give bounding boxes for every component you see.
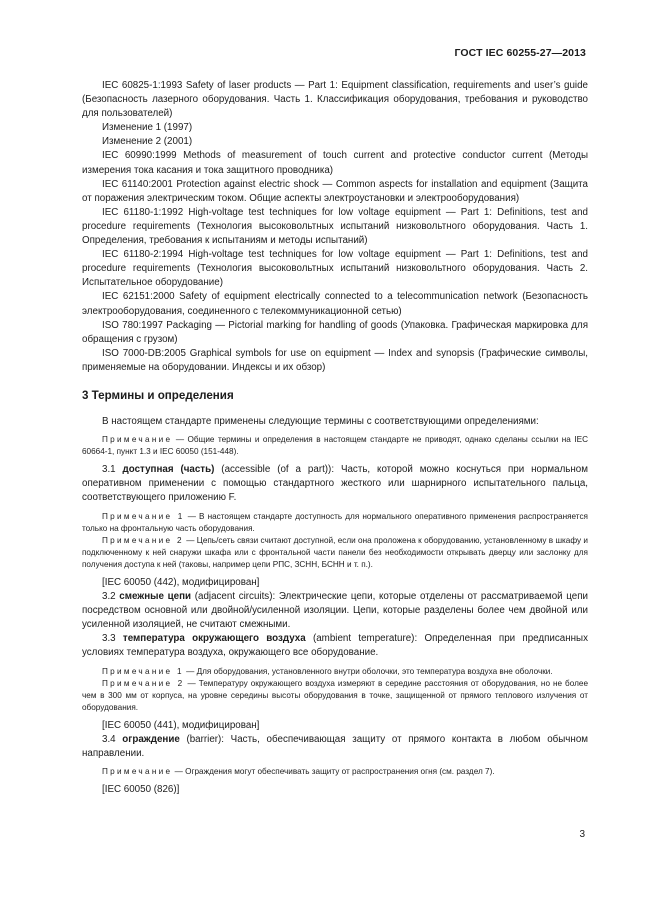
- term-number: 3.3: [102, 633, 123, 645]
- reference-iec-62151: IEC 62151:2000 Safety of equipment electrically connected to a telecommunication network (Безопасность электрооборудования, соединенного с телекоммуникационной сетью): [82, 291, 588, 317]
- term-3-1-source: [IEC 60050 (442), модифицирован]: [102, 577, 260, 588]
- note-text: — Общие термины и определения в настоящем стандарте не приводят, однако сделаны ссылки на IEC 60664-1, пункт 1.3 и IEC 60050 (151-448).: [82, 435, 588, 457]
- term-3-1-note-1: [82, 511, 588, 535]
- note-label: Примечание 2: [102, 535, 184, 545]
- reference-iec-61180-2: IEC 61180-2:1994 High-voltage test techniques for low voltage equipment — Part 1: Definitions, test and procedure requirements (Технология высоковольтных испытаний низковольтного оборудования. Часть 2. Испытательное оборудование): [82, 249, 588, 289]
- reference-amendment-1: Изменение 1 (1997): [102, 122, 193, 134]
- section-intro: В настоящем стандарте применены следующие термины с соответствующими определениями:: [102, 415, 539, 427]
- term-name: температура окружающего воздуха: [122, 633, 306, 645]
- note-label: Примечание: [102, 435, 173, 445]
- term-name: доступная (часть): [122, 464, 215, 476]
- intro-note: [82, 434, 588, 458]
- term-3-3-source: [IEC 60050 (441), модифицирован]: [102, 719, 260, 731]
- note-label: Примечание 1: [102, 511, 185, 521]
- term-number: 3.2: [102, 591, 120, 603]
- page-content: [82, 79, 588, 797]
- note-text: — Температуру окружающего воздуха измеряют в середине расстояния от оборудования, но не более чем в 300 мм от корпуса, на уровне середины высоты оборудования в точке, защищенной от прямого теплового излучения от оборудования.: [82, 678, 588, 712]
- reference-iso-7000: ISO 7000-DB:2005 Graphical symbols for use on equipment — Index and synopsis (Графические символы, применяемые на оборудовании. Индексы и их обзор): [82, 347, 588, 373]
- term-number: 3.4: [102, 734, 123, 746]
- note-text: — Для оборудования, установленного внутри оболочки, это температура воздуха вне оболочки.: [183, 666, 553, 676]
- note-text: — Ограждения могут обеспечивать защиту от распространения огня (см. раздел 7).: [172, 767, 495, 777]
- page-number: 3: [579, 829, 585, 840]
- term-name: ограждение: [122, 734, 180, 746]
- term-definition: (adjacent circuits): Электрические цепи, которые отделены от рассматриваемой цепи посредством основной или двойной/усиленной изоляции. Цепи, которые разделены более чем двойной или усиленной изоляцией, не считают смежными.: [82, 591, 589, 631]
- reference-iec-60990: IEC 60990:1999 Methods of measurement of touch current and protective conductor current (Методы измерения тока касания и тока защитного проводника): [82, 150, 588, 176]
- reference-iso-780: ISO 780:1997 Packaging — Pictorial marking for handling of goods (Упаковка. Графическая маркировка для обращения с грузом): [82, 319, 588, 345]
- reference-amendment-2: Изменение 2 (2001): [102, 136, 193, 148]
- term-3-4: [82, 733, 588, 761]
- term-number: 3.1: [102, 464, 123, 476]
- term-definition: (ambient temperature): Определенная при предписанных условиях температура воздуха, окружающего все оборудование.: [82, 633, 589, 659]
- section-title: 3 Термины и определения: [82, 388, 234, 402]
- note-text: — Цепь/сеть связи считают доступной, если она проложена к оборудованию, установленному в шкафу и подключенному к ней снаружи шкафа или с фронтальной части панели без необходимости открывать дверцу или заслонку для получения доступа к ней (таковы, например цепи РПС, ЗСНН, БСНН и т. п.).: [82, 535, 588, 569]
- note-label: Примечание 1: [102, 666, 184, 676]
- term-3-4-note: [82, 766, 588, 778]
- reference-iec-60825-1: IEC 60825-1:1993 Safety of laser products — Part 1: Equipment classification, requirements and user’s guide (Безопасность лазерного оборудования. Часть 1. Классификация оборудования, требования и руководство для пользователей): [82, 80, 588, 120]
- term-3-1-note-2: [82, 535, 588, 571]
- term-3-1: [82, 463, 588, 505]
- note-text: — В настоящем стандарте доступность для нормального оперативного применения распространяется только на фронтальную часть оборудования.: [82, 511, 588, 533]
- reference-iec-61180-1: IEC 61180-1:1992 High-voltage test techniques for low voltage equipment — Part 1: Definitions, test and procedure requirements (Технология высоковольтных испытаний низковольтного оборудования. Часть 1. Определения, требования к испытаниям и методы испытаний): [82, 206, 588, 247]
- reference-iec-61140: IEC 61140:2001 Protection against electric shock — Common aspects for installation and equipment (Защита от поражения электрическим током. Общие аспекты электроустановки и электрооборудования): [82, 178, 588, 204]
- term-3-2: [82, 590, 588, 632]
- term-3-3: [82, 632, 588, 660]
- term-name: смежные цепи: [119, 591, 192, 603]
- note-label: Примечание 2: [102, 678, 185, 688]
- term-definition: (accessible (of a part)): Часть, которой можно коснуться при нормальном оперативном применении с помощью стандартного жесткого или шарнирного испытательного пальца, соответствующего приложению F.: [82, 464, 588, 504]
- document-header: ГОСТ IEC 60255-27—2013: [454, 47, 586, 59]
- term-definition: (barrier): Часть, обеспечивающая защиту от прямого контакта в любом обычном направлении.: [82, 734, 589, 760]
- term-3-3-note-2: [82, 678, 588, 714]
- note-label: Примечание: [102, 767, 173, 777]
- term-3-3-note-1: [82, 666, 588, 678]
- term-3-4-source: [IEC 60050 (826)]: [102, 784, 180, 796]
